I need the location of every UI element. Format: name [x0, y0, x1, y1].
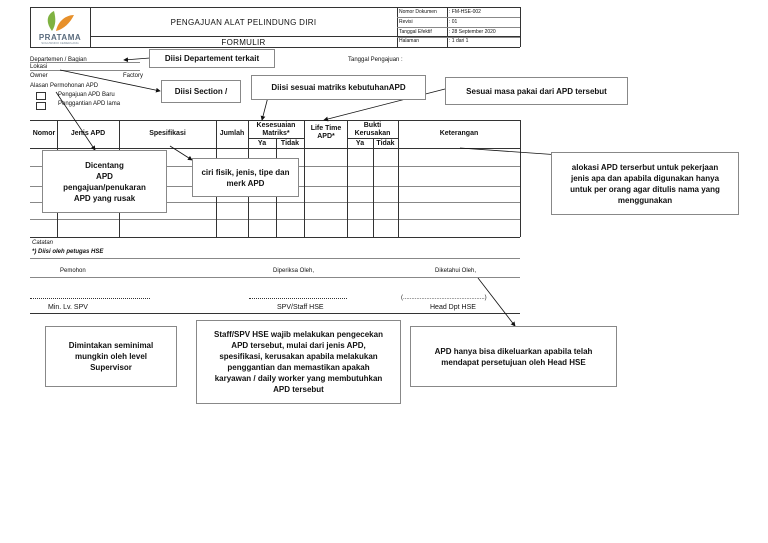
date-label: Tanggal Pengajuan : — [348, 57, 403, 63]
note-dicentang: Dicentang APD pengajuan/penukaran APD yang rusak — [42, 150, 167, 213]
col-header-nomor: Nomor — [32, 130, 56, 137]
role-diperiksa: SPV/Staff HSE — [277, 304, 324, 311]
checkbox-new[interactable] — [36, 92, 46, 100]
note-ciri: ciri fisik, jenis, tipe dan merk APD — [192, 158, 299, 197]
meta-value-tanggal: : 28 September 2020 — [449, 29, 496, 35]
arrow-head — [478, 278, 515, 326]
col-header-kesesuaian: Kesesuaian Matriks* — [256, 122, 296, 137]
owner-value: Factory — [123, 73, 144, 79]
col-header-jenis: Jenis APD — [70, 130, 106, 137]
note-staff: Staff/SPV HSE wajib melakukan pengecekan APD tersebut, mulai dari jenis APD, spesifikasi, kerusakan apabila melakukan penggantian dan memastikan apakah karyawan / daily worker yang membutuhkan APD tersebut — [196, 320, 401, 404]
notes-line1: *) Diisi oleh petugas HSE — [32, 249, 104, 255]
col-sub-ya-1: Ya — [257, 140, 267, 147]
note-alokasi: alokasi APD terserbut untuk pekerjaan jenis apa dan apabila digunakan hanya untuk per orang agar ditulis nama yang menggunakan — [551, 152, 739, 215]
arrow-departement — [124, 58, 150, 60]
col-sub-ya-2: Ya — [355, 140, 365, 147]
logo-subtext: SOLUSINDO CEMERLANG — [41, 41, 79, 45]
meta-value-halaman: : 1 dari 1 — [449, 38, 469, 44]
owner-label: Owner — [30, 73, 48, 79]
arrow-alokasi — [460, 148, 560, 155]
col-header-bukti: Bukti Kerusakan — [354, 122, 391, 137]
role-diketahui: Head Dpt HSE — [430, 304, 476, 311]
meta-label-revisi: Revisi — [399, 19, 413, 25]
arrow-matriks — [262, 97, 268, 120]
sign-pemohon: Pemohon — [60, 268, 86, 274]
logo — [32, 9, 88, 45]
meta-label-halaman: Halaman — [399, 38, 420, 44]
note-matriks: Diisi sesuai matriks kebutuhanAPD — [251, 75, 426, 100]
role-pemohon: Min. Lv. SPV — [48, 304, 88, 311]
sign-blank-diketahui: (.................................................) — [401, 295, 487, 301]
note-departement: Diisi Departement terkait — [149, 49, 275, 68]
option-replace-label: Penggantian APD lama — [58, 101, 121, 107]
checkbox-replace[interactable] — [36, 102, 46, 110]
option-new-label: Pengajuan APD Baru — [58, 92, 115, 98]
col-header-jumlah: Jumlah — [219, 130, 245, 137]
form-subtitle: FORMULIR — [221, 38, 266, 47]
sign-diketahui: Diketahui Oleh, — [435, 268, 477, 274]
logo-leaf-icon — [32, 9, 88, 33]
logo-text: PRATAMA — [38, 33, 82, 42]
note-head: APD hanya bisa dikeluarkan apabila telah mendapat persetujuan oleh Head HSE — [410, 326, 617, 387]
col-header-lifetime: Life Time APD* — [310, 125, 342, 140]
sign-line-pemohon — [30, 298, 150, 299]
form-title: PENGAJUAN ALAT PELINDUNG DIRI — [170, 18, 317, 27]
location-label: Lokasi — [30, 64, 48, 70]
col-header-spesifikasi: Spesifikasi — [149, 130, 186, 137]
notes-title: Catatan — [32, 240, 54, 246]
sign-diperiksa: Diperiksa Oleh, — [273, 268, 315, 274]
sign-line-diperiksa — [249, 298, 347, 299]
meta-label-nomor: Nomor Dokumen — [399, 9, 437, 15]
reason-label: Alasan Permohonan APD — [30, 83, 99, 89]
meta-value-nomor: : FM-HSE-002 — [449, 9, 481, 15]
meta-value-revisi: : 01 — [449, 19, 458, 25]
note-minimal: Dimintakan seminimal mungkin oleh level Supervisor — [45, 326, 177, 387]
note-masa-pakai: Sesuai masa pakai dari APD tersebut — [445, 77, 628, 105]
department-label: Departemen / Bagian — [30, 57, 87, 63]
col-header-keterangan: Keterangan — [439, 130, 479, 137]
note-section: Diisi Section / — [161, 80, 241, 103]
col-sub-tidak-2: Tidak — [376, 140, 395, 147]
col-sub-tidak-1: Tidak — [280, 140, 300, 147]
meta-label-tanggal: Tanggal Efektif — [399, 29, 432, 35]
